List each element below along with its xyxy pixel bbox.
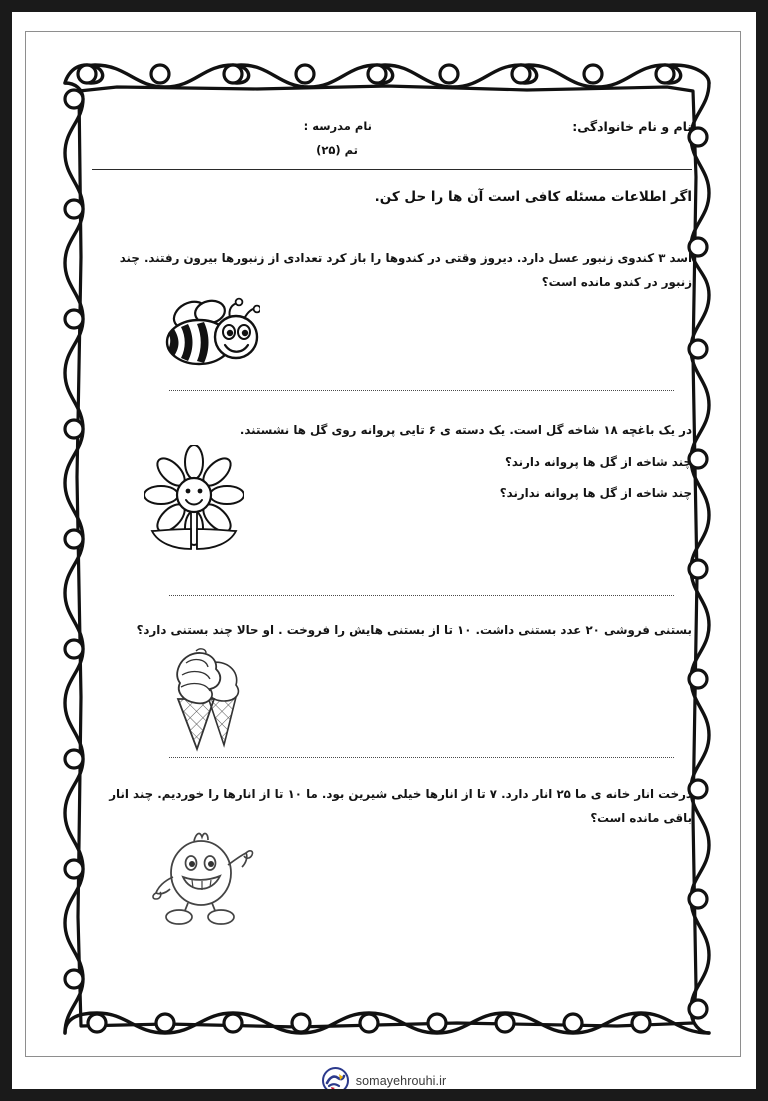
problem-3 — [92, 619, 692, 643]
problem-3-text: بستنی فروشی ۲۰ عدد بستنی داشت. ۱۰ تا از بستنی هایش را فروخت . او حالا چند بستنی دارد؟ — [136, 623, 692, 637]
brand-url-text: somayehrouhi.ir — [355, 1073, 447, 1088]
problem-1-text: اسد ۳ کندوی زنبور عسل دارد. دیروز وقتی در کندوها را باز کرد تعدادی از زنبورها بیرون رفتند. چند زنبور در کندو مانده است؟ — [119, 251, 692, 289]
bee-illustration — [156, 295, 260, 379]
problem-2-subquestion-1: چند شاخه از گل ها پروانه دارند؟ — [505, 454, 692, 469]
problem-4-text: درخت انار خانه ی ما ۲۵ انار دارد. ۷ تا از انارها خیلی شیرین بود. ما ۱۰ تا از انارها را خوردیم. چند انار باقی مانده است؟ — [109, 787, 692, 825]
problem-1 — [92, 247, 692, 294]
problem-2-text: در یک باغچه ۱۸ شاخه گل است. یک دسته ی ۶ تایی پروانه روی گل ها نشستند. — [239, 423, 692, 437]
ice-cream-illustration — [152, 641, 252, 757]
pomegranate-illustration — [150, 831, 254, 931]
instruction-text: اگر اطلاعات مسئله کافی است آن ها را حل کن. — [374, 189, 692, 205]
separator-1 — [169, 390, 674, 391]
separator-2 — [169, 595, 674, 596]
worksheet-content — [92, 107, 692, 1027]
header-divider — [92, 169, 692, 170]
school-name-label: نام مدرسه : — [303, 119, 372, 133]
footer-brand — [12, 1067, 756, 1089]
problem-2 — [92, 419, 692, 506]
worksheet-header — [92, 107, 692, 169]
problem-4 — [92, 783, 692, 830]
worksheet-page — [12, 12, 756, 1089]
flower-illustration — [144, 445, 244, 555]
separator-3 — [169, 757, 674, 758]
student-name-label: نام و نام خانوادگی: — [572, 119, 692, 134]
somayeh-rouhi-logo — [322, 1067, 349, 1089]
problem-2-subquestion-2: چند شاخه از گل ها پروانه ندارند؟ — [499, 486, 692, 501]
theme-number-label: تم (۲۵) — [316, 143, 358, 157]
